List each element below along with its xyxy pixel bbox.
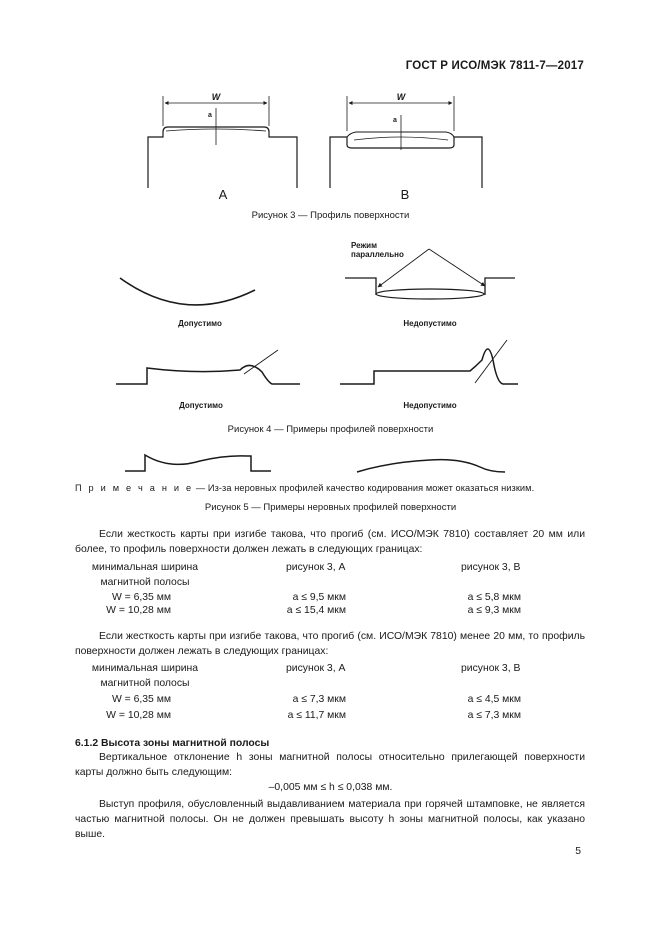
section2-r1-c2: a ≤ 7,3 мкм — [292, 694, 346, 705]
section2-r2-c3: a ≤ 7,3 мкм — [467, 710, 521, 721]
section1-col2-header: рисунок 3, А — [286, 562, 346, 573]
figure5-profile-left — [125, 455, 271, 471]
section1-col1-header — [80, 560, 210, 590]
section612-paragraph1: Вертикальное отклонение h зоны магнитной полосы относительно прилегающей поверхности карты должно быть следующим: — [75, 752, 585, 778]
section612-paragraph2: Выступ профиля, обусловленный выдавливанием материала при горячей штамповке, не является частью магнитной полосы. Он не должен превышать высоту h зоны магнитной полосы, как указано выше. — [75, 799, 585, 840]
figure3-letter-a: A — [218, 187, 228, 202]
section2-paragraph: Если жесткость карты при изгибе такова, что прогиб (см. ИСО/МЭК 7810) менее 20 мм, то профиль поверхности должен лежать в следующих границах: — [75, 631, 585, 657]
section1-paragraph: Если жесткость карты при изгибе такова, что прогиб (см. ИСО/МЭК 7810) составляет 20 мм или более, то профиль поверхности должен лежать в следующих границах: — [75, 529, 585, 555]
figure4-caption: Рисунок 4 — Примеры профилей поверхности — [227, 424, 434, 435]
figure3-caption: Рисунок 3 — Профиль поверхности — [251, 210, 410, 221]
figure4-bump-not-allowed — [340, 340, 518, 384]
note-label: П р и м е ч а н и е — [75, 483, 194, 493]
figure3-profile-b — [330, 96, 482, 188]
section612-heading: 6.1.2 Высота зоны магнитной полосы — [75, 738, 270, 749]
section2-r2-c2: a ≤ 11,7 мкм — [287, 710, 346, 721]
section2-r1-c1: W = 6,35 мм — [111, 694, 171, 705]
figure4-allowed-1: Допустимо — [178, 319, 222, 328]
section2-col1-header-line2: магнитной полосы — [100, 678, 190, 689]
section1-r2-c1: W = 10,28 мм — [106, 605, 171, 616]
section2-col1-header — [80, 661, 210, 691]
figure4-not-allowed-1: Недопустимо — [403, 319, 457, 328]
standard-header: ГОСТ Р ИСО/МЭК 7811-7—2017 — [405, 60, 584, 72]
figure5-profile-right — [357, 460, 505, 472]
figure4-not-allowed-2: Недопустимо — [403, 401, 457, 410]
section2-r1-c3: a ≤ 4,5 мкм — [467, 694, 521, 705]
page-number: 5 — [575, 846, 581, 857]
figure5-caption: Рисунок 5 — Примеры неровных профилей поверхности — [204, 502, 457, 513]
section1-r1-c2: a ≤ 9,5 мкм — [292, 592, 346, 603]
figure4-allowed-2: Допустимо — [179, 401, 223, 410]
width-label-b: W — [396, 92, 406, 102]
parallel-mode-label: Режим параллельно — [351, 241, 404, 259]
note-text: — Из-за неровных профилей качество кодирования может оказаться низким. — [195, 483, 535, 493]
figure3-profile-a — [148, 96, 297, 188]
width-label-a: W — [211, 92, 221, 102]
section1-r1-c3: a ≤ 5,8 мкм — [467, 592, 521, 603]
section2-r2-c1: W = 10,28 мм — [106, 710, 171, 721]
figure4-curve-allowed — [120, 278, 255, 305]
section1-col3-header: рисунок 3, В — [461, 562, 521, 573]
section612-formula: –0,005 мм ≤ h ≤ 0,038 мм. — [268, 782, 393, 793]
a-label-a: a — [208, 112, 212, 119]
section2-col3-header: рисунок 3, В — [461, 663, 521, 674]
section1-r2-c2: a ≤ 15,4 мкм — [286, 605, 346, 616]
a-label-b: a — [393, 117, 397, 124]
section2-col2-header: рисунок 3, А — [286, 663, 346, 674]
section1-r2-c3: a ≤ 9,3 мкм — [467, 605, 521, 616]
section1-r1-c1: W = 6,35 мм — [111, 592, 171, 603]
section1-col1-header-line2: магнитной полосы — [100, 577, 190, 588]
figure3-letter-b: B — [400, 187, 410, 202]
figure5-note — [75, 483, 595, 493]
section1-col1-header-line1: минимальная ширина — [91, 562, 199, 573]
section2-col1-header-line1: минимальная ширина — [91, 663, 199, 674]
figure4-bump-allowed — [116, 350, 300, 384]
